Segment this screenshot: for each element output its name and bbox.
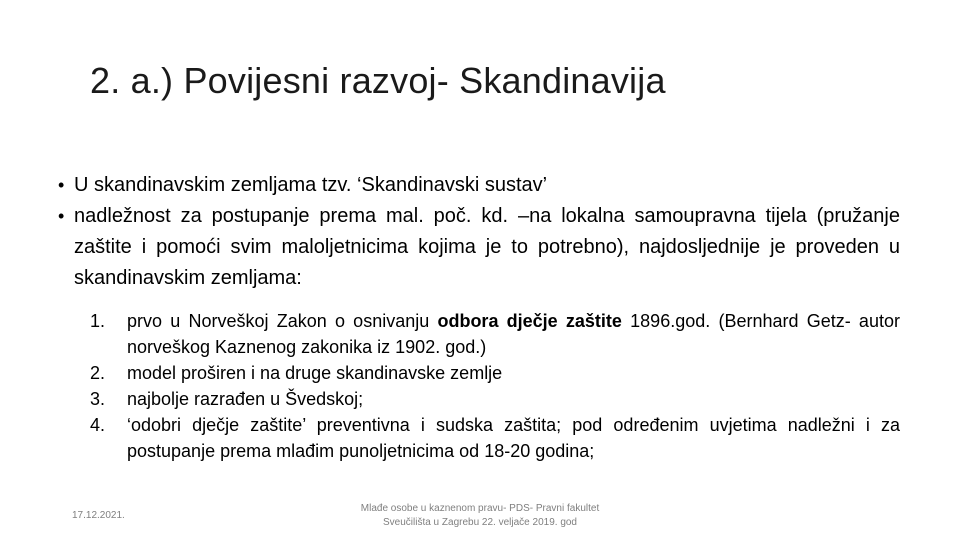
item-text-pre: prvo u Norveškoj Zakon o osnivanju bbox=[127, 311, 438, 331]
bullet-dot-icon: • bbox=[58, 175, 65, 195]
bullet-text: U skandinavskim zemljama tzv. ‘Skandinavski sustav’ bbox=[74, 174, 548, 196]
item-text: ‘odobri dječje zaštite’ preventivna i sudska zaštita; pod određenim uvjetima nadležni i za postupanje prema mlađim punoljetnicima od 18-20 godina; bbox=[127, 415, 900, 461]
item-number: 3. bbox=[90, 389, 106, 409]
numbered-item bbox=[90, 412, 900, 464]
footer-line-1: Mlađe osobe u kaznenom pravu- PDS- Pravni fakultet bbox=[360, 503, 600, 514]
item-text: najbolje razrađen u Švedskoj; bbox=[127, 389, 364, 409]
item-text-bold: odbora dječje zaštite bbox=[437, 311, 622, 331]
numbered-item bbox=[90, 360, 900, 386]
item-text-post: 1896.god. (Bernhard Getz- autor norveškog Kaznenog zakonika iz 1902. god.) bbox=[127, 311, 900, 357]
item-number: 2. bbox=[90, 363, 106, 383]
numbered-list bbox=[90, 308, 900, 464]
bullet-text: nadležnost za postupanje prema mal. poč. kd. –na lokalna samoupravna tijela (pružanje zaštite i pomoći svim maloljetnicima kojima je to potrebno), najdosljednije je proveden u skandinavskim zemljama: bbox=[74, 205, 900, 289]
bullet-item bbox=[58, 201, 900, 294]
item-text: model proširen i na druge skandinavske zemlje bbox=[127, 363, 503, 383]
item-number: 1. bbox=[90, 311, 106, 331]
slide-title: 2. a.) Povijesni razvoj- Skandinavija bbox=[90, 60, 666, 101]
bullet-dot-icon: • bbox=[58, 206, 65, 226]
item-number: 4. bbox=[90, 415, 106, 435]
footer-caption bbox=[330, 502, 630, 530]
bullet-list bbox=[58, 170, 900, 294]
numbered-item bbox=[90, 308, 900, 360]
numbered-item bbox=[90, 386, 900, 412]
footer-line-2: Sveučilišta u Zagrebu 22. veljače 2019. god bbox=[382, 517, 577, 528]
bullet-item bbox=[58, 170, 900, 201]
footer-date: 17.12.2021. bbox=[72, 510, 125, 521]
